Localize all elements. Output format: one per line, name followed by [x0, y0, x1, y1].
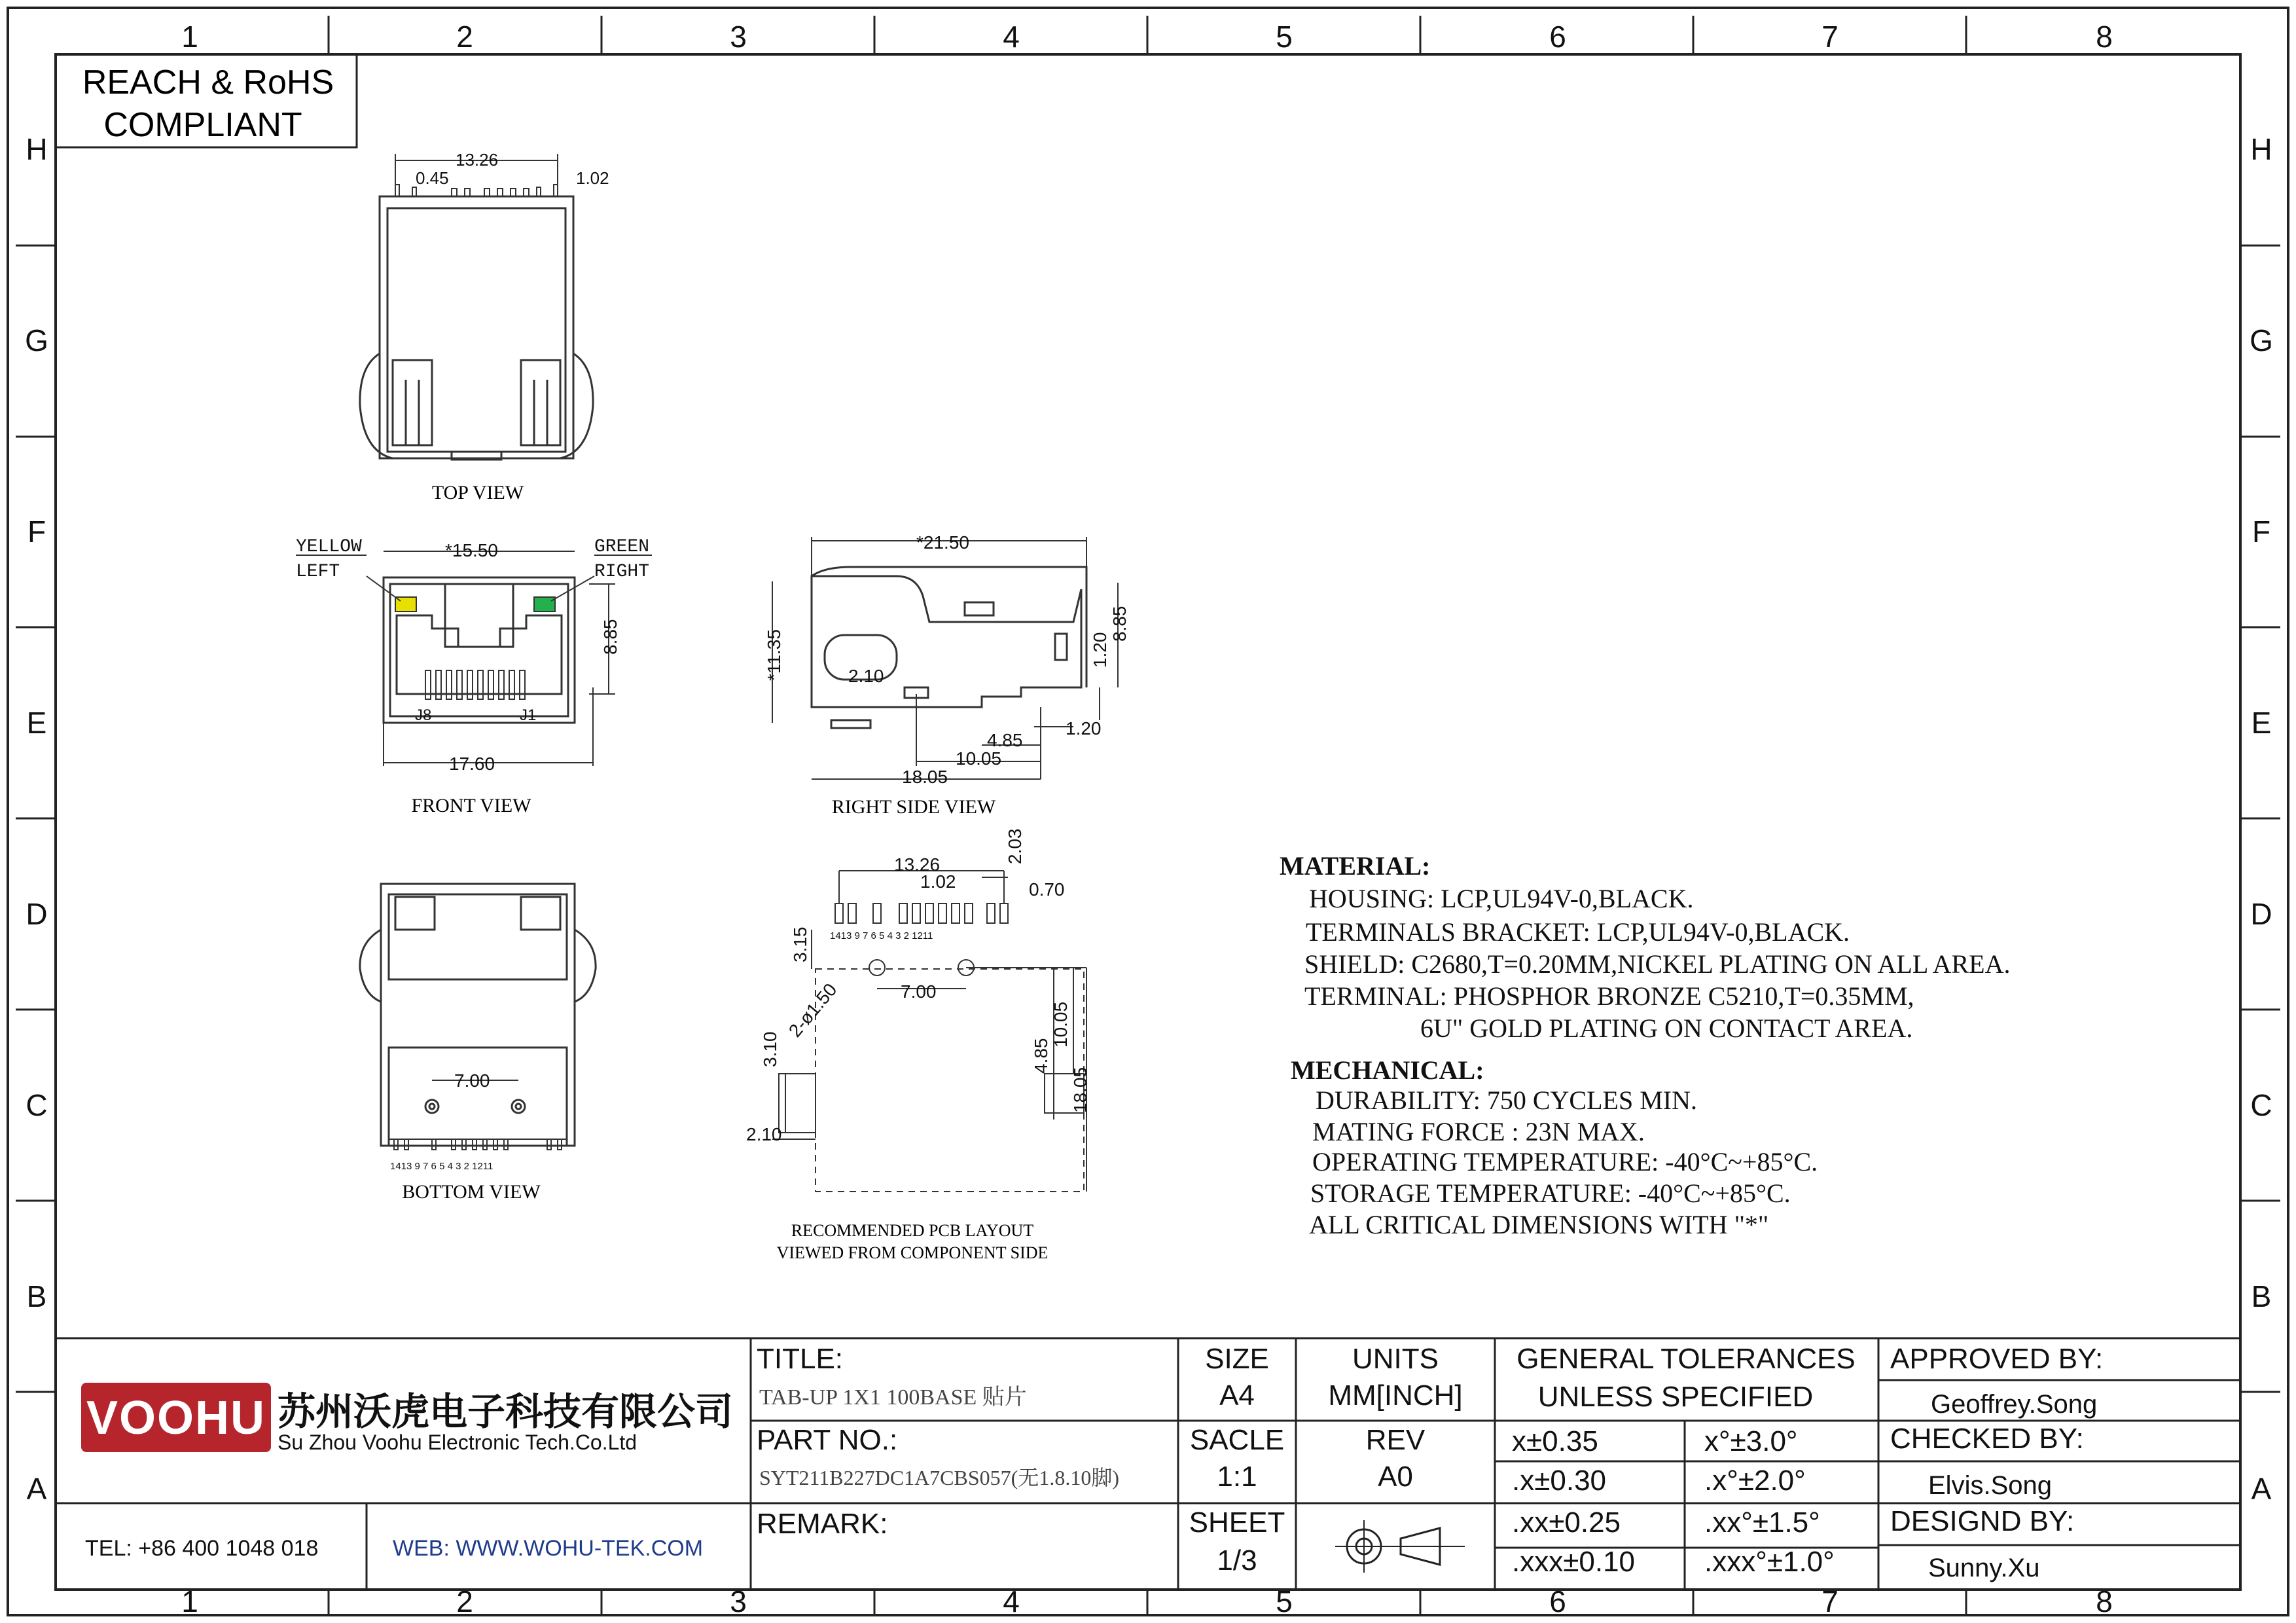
projection-symbol-icon: [1335, 1520, 1465, 1573]
units-label: UNITS: [1352, 1343, 1439, 1375]
tolerance-linear-2: .x±0.30: [1512, 1465, 1607, 1497]
units-value: MM[INCH]: [1328, 1379, 1463, 1412]
material-line-2: TERMINALS BRACKET: LCP,UL94V-0,BLACK.: [1306, 917, 1850, 947]
rev-label: REV: [1365, 1424, 1426, 1456]
col-label-top-8: 8: [2096, 20, 2113, 54]
row-label-left-d: D: [26, 897, 48, 931]
row-label-right-b: B: [2251, 1279, 2272, 1313]
material-line-3: SHIELD: C2680,T=0.20MM,NICKEL PLATING ON ALL AREA.: [1304, 949, 2011, 979]
approved-label: APPROVED BY:: [1890, 1343, 2104, 1375]
pcb-dim-d5: 2.10: [746, 1124, 782, 1144]
tolerance-linear-4: .xxx±0.10: [1512, 1546, 1636, 1578]
front-view-caption: FRONT VIEW: [411, 795, 531, 816]
row-label-left-f: F: [27, 515, 46, 549]
col-label-bottom-3: 3: [730, 1584, 747, 1618]
side-dim-d2: 4.85: [987, 730, 1023, 750]
tolerance-linear-3: .xx±0.25: [1512, 1506, 1621, 1539]
col-label-bottom-4: 4: [1003, 1584, 1020, 1618]
row-label-left-a: A: [26, 1472, 47, 1506]
sheet-value: 1/3: [1217, 1544, 1257, 1577]
led-left-color-label: YELLOW: [296, 537, 362, 557]
title-label: TITLE:: [757, 1343, 844, 1375]
notes-block: [1280, 851, 2010, 1239]
top-dim-width: 13.26: [456, 150, 499, 170]
top-view-caption: TOP VIEW: [431, 482, 524, 503]
right-side-view: [772, 537, 1118, 779]
col-label-bottom-7: 7: [1821, 1584, 1839, 1618]
mechanical-line-3: OPERATING TEMPERATURE: -40°C~+85°C.: [1312, 1147, 1818, 1176]
row-label-left-b: B: [26, 1279, 47, 1313]
front-pin-right: J1: [520, 706, 537, 724]
pcb-caption-line1: RECOMMENDED PCB LAYOUT: [791, 1221, 1034, 1240]
checked-label: CHECKED BY:: [1890, 1423, 2084, 1455]
pcb-dim-hole-spacing: 7.00: [901, 981, 937, 1002]
material-line-5: 6U" GOLD PLATING ON CONTACT AREA.: [1420, 1013, 1913, 1043]
pcb-layout: [772, 871, 1086, 1192]
pcb-dim-d8: 18.05: [1070, 1067, 1090, 1113]
scale-label: SACLE: [1189, 1424, 1285, 1456]
bottom-dim-peg-spacing: 7.00: [454, 1070, 490, 1091]
approved-value: Geoffrey.Song: [1931, 1390, 2098, 1419]
pcb-caption-line2: VIEWED FROM COMPONENT SIDE: [776, 1243, 1049, 1262]
side-dim-h1: 8.85: [1109, 606, 1130, 642]
row-label-right-h: H: [2250, 132, 2272, 166]
side-dim-h3: 1.20: [1066, 718, 1102, 739]
checked-value: Elvis.Song: [1928, 1471, 2052, 1500]
top-view: [360, 154, 593, 460]
row-label-right-e: E: [2251, 706, 2272, 740]
title-block: [56, 1338, 2240, 1590]
col-label-top-3: 3: [730, 20, 747, 54]
row-label-right-d: D: [2250, 897, 2272, 931]
sheet-label: SHEET: [1189, 1506, 1285, 1539]
col-label-bottom-1: 1: [181, 1584, 198, 1618]
pcb-dim-d7: 10.05: [1050, 1001, 1071, 1048]
col-label-bottom-8: 8: [2096, 1584, 2113, 1618]
row-label-left-h: H: [26, 132, 48, 166]
side-dim-d1: 2.10: [848, 666, 884, 686]
side-dim-d4: 18.05: [902, 767, 948, 787]
company-name-en: Su Zhou Voohu Electronic Tech.Co.Ltd: [278, 1431, 637, 1454]
mechanical-line-4: STORAGE TEMPERATURE: -40°C~+85°C.: [1310, 1178, 1791, 1208]
rev-value: A0: [1378, 1461, 1413, 1493]
led-right-side-label: RIGHT: [594, 562, 650, 582]
material-line-1: HOUSING: LCP,UL94V-0,BLACK.: [1309, 884, 1694, 913]
front-dim-width: *15.50: [445, 540, 498, 560]
row-label-left-c: C: [26, 1088, 48, 1122]
led-right-green: [534, 597, 555, 611]
tolerance-linear-1: x±0.35: [1512, 1425, 1598, 1457]
tolerance-heading-2: UNLESS SPECIFIED: [1537, 1381, 1814, 1413]
pcb-dim-pitch: 1.02: [920, 871, 956, 892]
led-left-side-label: LEFT: [296, 562, 340, 582]
company-name-cn: 苏州沃虎电子科技有限公司: [278, 1389, 734, 1434]
col-label-top-5: 5: [1276, 20, 1293, 54]
tolerance-heading-1: GENERAL TOLERANCES: [1516, 1343, 1856, 1375]
tolerance-angular-1: x°±3.0°: [1704, 1425, 1798, 1457]
col-label-bottom-2: 2: [456, 1584, 473, 1618]
col-label-top-1: 1: [181, 20, 198, 54]
remark-label: REMARK:: [757, 1508, 888, 1540]
front-pin-left: J8: [415, 706, 432, 724]
company-tel: TEL: +86 400 1048 018: [85, 1536, 319, 1561]
material-line-4: TERMINAL: PHOSPHOR BRONZE C5210,T=0.35MM,: [1304, 981, 1914, 1011]
led-right-color-label: GREEN: [594, 537, 650, 557]
col-label-bottom-5: 5: [1276, 1584, 1293, 1618]
row-label-right-f: F: [2251, 515, 2271, 549]
size-value: A4: [1219, 1379, 1255, 1412]
row-label-left-g: G: [25, 323, 48, 357]
col-label-bottom-6: 6: [1549, 1584, 1566, 1618]
title-value: TAB-UP 1X1 100BASE 贴片: [759, 1385, 1027, 1410]
col-label-top-4: 4: [1003, 20, 1020, 54]
row-label-right-g: G: [2250, 323, 2273, 357]
compliance-line-2: COMPLIANT: [103, 106, 302, 144]
col-label-top-7: 7: [1821, 20, 1839, 54]
col-label-top-6: 6: [1549, 20, 1566, 54]
mechanical-line-2: MATING FORCE : 23N MAX.: [1312, 1117, 1645, 1146]
bottom-view-caption: BOTTOM VIEW: [402, 1181, 541, 1203]
pcb-dim-d3: 3.15: [790, 926, 810, 962]
bottom-view: [360, 884, 596, 1150]
designed-label: DESIGND BY:: [1890, 1505, 2075, 1537]
tolerance-angular-3: .xx°±1.5°: [1704, 1506, 1820, 1539]
compliance-line-1: REACH & RoHS: [82, 64, 334, 101]
top-dim-pin-pitch: 1.02: [576, 168, 609, 188]
tolerance-angular-2: .x°±2.0°: [1704, 1465, 1806, 1497]
part-no-value: SYT211B227DC1A7CBS057(无1.8.10脚): [759, 1466, 1119, 1489]
pcb-pin-numbers: 1413 9 7 6 5 4 3 2 1211: [830, 930, 933, 941]
col-label-top-2: 2: [456, 20, 473, 54]
tolerance-angular-4: .xxx°±1.0°: [1704, 1546, 1835, 1578]
mechanical-line-5: ALL CRITICAL DIMENSIONS WITH "*": [1309, 1210, 1769, 1239]
pcb-dim-d2: 0.70: [1029, 879, 1065, 900]
company-web: WEB: WWW.WOHU-TEK.COM: [393, 1536, 704, 1561]
company-logo-text: VOOHU: [86, 1392, 266, 1444]
scale-value: 1:1: [1217, 1461, 1257, 1493]
side-dim-h2: 1.20: [1090, 632, 1110, 668]
pcb-dim-width: 13.26: [894, 854, 941, 875]
part-no-label: PART NO.:: [757, 1424, 898, 1456]
pcb-dim-holes: 2-ø1.50: [784, 979, 841, 1041]
side-dim-height: *11.35: [764, 629, 784, 681]
row-label-right-a: A: [2251, 1472, 2272, 1506]
front-dim-overall: 17.60: [449, 754, 495, 774]
designed-value: Sunny.Xu: [1928, 1554, 2040, 1582]
front-dim-height: 8.85: [600, 619, 620, 655]
top-dim-pin-w: 0.45: [416, 168, 449, 188]
compliance-box: [56, 54, 357, 147]
material-heading: MATERIAL:: [1280, 851, 1431, 881]
mechanical-heading: MECHANICAL:: [1291, 1055, 1484, 1085]
row-label-left-e: E: [26, 706, 47, 740]
bottom-pin-numbers: 1413 9 7 6 5 4 3 2 1211: [390, 1161, 493, 1172]
row-ticks: [16, 246, 2280, 1392]
side-dim-d3: 10.05: [956, 748, 1002, 769]
pcb-dim-d4: 3.10: [760, 1031, 780, 1067]
side-dim-length: *21.50: [916, 532, 969, 553]
pcb-dim-d1: 2.03: [1005, 828, 1025, 864]
size-label: SIZE: [1205, 1343, 1269, 1375]
row-label-right-c: C: [2250, 1088, 2272, 1122]
pcb-dim-d6: 4.85: [1031, 1038, 1051, 1074]
mechanical-line-1: DURABILITY: 750 CYCLES MIN.: [1316, 1085, 1697, 1115]
right-side-view-caption: RIGHT SIDE VIEW: [831, 796, 996, 818]
